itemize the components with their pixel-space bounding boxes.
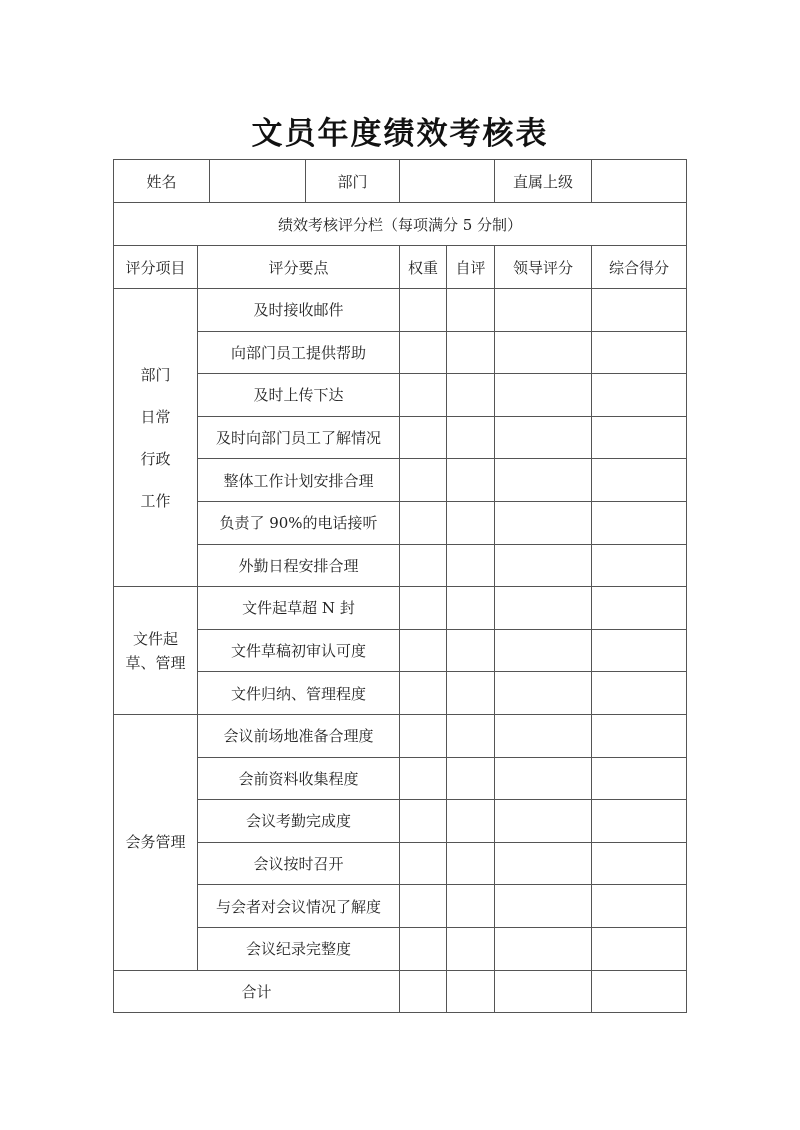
leader-score-cell[interactable]	[495, 927, 592, 970]
superior-field[interactable]	[592, 160, 687, 203]
self-score-cell[interactable]	[447, 714, 495, 757]
scoring-point: 会议前场地准备合理度	[198, 714, 400, 757]
overall-score-cell[interactable]	[592, 800, 687, 843]
scoring-point: 会议纪录完整度	[198, 927, 400, 970]
dept-field[interactable]	[400, 160, 495, 203]
weight-cell[interactable]	[400, 885, 447, 928]
self-score-cell[interactable]	[447, 842, 495, 885]
overall-score-cell[interactable]	[592, 842, 687, 885]
leader-score-cell[interactable]	[495, 331, 592, 374]
header-leader: 领导评分	[495, 246, 592, 289]
weight-cell[interactable]	[400, 416, 447, 459]
weight-cell[interactable]	[400, 714, 447, 757]
category-label	[140, 354, 170, 522]
header-self: 自评	[447, 246, 495, 289]
appraisal-table	[113, 159, 687, 1013]
self-score-cell[interactable]	[447, 629, 495, 672]
leader-score-cell[interactable]	[495, 800, 592, 843]
leader-score-cell[interactable]	[495, 842, 592, 885]
leader-score-cell[interactable]	[495, 672, 592, 715]
table-row	[114, 672, 687, 715]
dept-label: 部门	[306, 160, 400, 203]
weight-cell[interactable]	[400, 757, 447, 800]
header-weight: 权重	[400, 246, 447, 289]
overall-score-cell[interactable]	[592, 501, 687, 544]
self-score-cell[interactable]	[447, 800, 495, 843]
self-score-cell[interactable]	[447, 459, 495, 502]
category-label-line: 会务管理	[125, 833, 186, 852]
self-score-cell[interactable]	[447, 757, 495, 800]
self-score-cell[interactable]	[447, 587, 495, 630]
leader-score-cell[interactable]	[495, 501, 592, 544]
table-row	[114, 714, 687, 757]
scoring-banner: 绩效考核评分栏（每项满分 5 分制）	[114, 203, 687, 246]
overall-score-cell[interactable]	[592, 544, 687, 587]
leader-score-cell[interactable]	[495, 714, 592, 757]
category-label	[125, 830, 185, 854]
self-score-cell[interactable]	[447, 374, 495, 417]
overall-score-cell[interactable]	[592, 289, 687, 332]
weight-cell[interactable]	[400, 587, 447, 630]
category-label-line: 工作	[140, 491, 171, 510]
info-row	[114, 160, 687, 203]
weight-cell[interactable]	[400, 331, 447, 374]
table-row	[114, 842, 687, 885]
overall-score-cell[interactable]	[592, 629, 687, 672]
overall-score-cell[interactable]	[592, 374, 687, 417]
name-field[interactable]	[210, 160, 306, 203]
self-score-cell[interactable]	[447, 331, 495, 374]
banner-row	[114, 203, 687, 246]
weight-cell[interactable]	[400, 544, 447, 587]
superior-label: 直属上级	[495, 160, 592, 203]
weight-cell[interactable]	[400, 800, 447, 843]
page-title: 文员年度绩效考核表	[251, 116, 549, 152]
overall-score-cell[interactable]	[592, 672, 687, 715]
total-row	[114, 970, 687, 1012]
scoring-point: 负责了 90%的电话接听	[198, 501, 400, 544]
overall-score-cell[interactable]	[592, 416, 687, 459]
self-score-cell[interactable]	[447, 927, 495, 970]
scoring-point: 文件归纳、管理程度	[198, 672, 400, 715]
header-overall: 综合得分	[592, 246, 687, 289]
category-label-line: 行政	[140, 449, 171, 468]
weight-cell[interactable]	[400, 501, 447, 544]
weight-cell[interactable]	[400, 289, 447, 332]
category-cell	[114, 714, 198, 970]
scoring-point: 及时接收邮件	[198, 289, 400, 332]
leader-score-cell[interactable]	[495, 757, 592, 800]
weight-cell[interactable]	[400, 842, 447, 885]
scoring-point: 文件草稿初审认可度	[198, 629, 400, 672]
header-points: 评分要点	[198, 246, 400, 289]
self-score-cell[interactable]	[447, 544, 495, 587]
table-row	[114, 927, 687, 970]
weight-cell[interactable]	[400, 374, 447, 417]
leader-score-cell[interactable]	[495, 587, 592, 630]
self-score-cell[interactable]	[447, 885, 495, 928]
category-label-line: 部门	[140, 365, 171, 384]
scoring-point: 与会者对会议情况了解度	[198, 885, 400, 928]
table-row	[114, 885, 687, 928]
scoring-point: 整体工作计划安排合理	[198, 459, 400, 502]
total-leader-cell[interactable]	[495, 970, 592, 1012]
self-score-cell[interactable]	[447, 672, 495, 715]
self-score-cell[interactable]	[447, 416, 495, 459]
table-row	[114, 757, 687, 800]
weight-cell[interactable]	[400, 927, 447, 970]
leader-score-cell[interactable]	[495, 459, 592, 502]
table-row	[114, 544, 687, 587]
self-score-cell[interactable]	[447, 501, 495, 544]
overall-score-cell[interactable]	[592, 587, 687, 630]
self-score-cell[interactable]	[447, 289, 495, 332]
leader-score-cell[interactable]	[495, 885, 592, 928]
weight-cell[interactable]	[400, 459, 447, 502]
table-row	[114, 374, 687, 417]
overall-score-cell[interactable]	[592, 927, 687, 970]
category-label-line: 日常	[140, 407, 171, 426]
scoring-point: 会议按时召开	[198, 842, 400, 885]
category-label-line: 草、管理	[125, 653, 186, 672]
table-row	[114, 629, 687, 672]
overall-score-cell[interactable]	[592, 714, 687, 757]
table-row	[114, 587, 687, 630]
leader-score-cell[interactable]	[495, 544, 592, 587]
total-label: 合计	[114, 970, 400, 1012]
table-row	[114, 289, 687, 332]
leader-score-cell[interactable]	[495, 289, 592, 332]
header-category: 评分项目	[114, 246, 198, 289]
category-cell	[114, 289, 198, 587]
total-self-cell[interactable]	[447, 970, 495, 1012]
overall-score-cell[interactable]	[592, 885, 687, 928]
weight-cell[interactable]	[400, 629, 447, 672]
category-label-line: 文件起	[132, 629, 178, 648]
scoring-point: 向部门员工提供帮助	[198, 331, 400, 374]
total-overall-cell[interactable]	[592, 970, 687, 1012]
leader-score-cell[interactable]	[495, 374, 592, 417]
category-label	[125, 627, 185, 675]
category-cell	[114, 587, 198, 715]
scoring-point: 及时向部门员工了解情况	[198, 416, 400, 459]
scoring-point: 会议考勤完成度	[198, 800, 400, 843]
name-label: 姓名	[114, 160, 210, 203]
scoring-point: 及时上传下达	[198, 374, 400, 417]
total-weight-cell[interactable]	[400, 970, 447, 1012]
table-row	[114, 501, 687, 544]
overall-score-cell[interactable]	[592, 757, 687, 800]
overall-score-cell[interactable]	[592, 459, 687, 502]
table-row	[114, 331, 687, 374]
weight-cell[interactable]	[400, 672, 447, 715]
table-row	[114, 800, 687, 843]
leader-score-cell[interactable]	[495, 416, 592, 459]
table-row	[114, 459, 687, 502]
scoring-point: 外勤日程安排合理	[198, 544, 400, 587]
scoring-point: 会前资料收集程度	[198, 757, 400, 800]
leader-score-cell[interactable]	[495, 629, 592, 672]
table-row	[114, 416, 687, 459]
header-row	[114, 246, 687, 289]
scoring-point: 文件起草超 N 封	[198, 587, 400, 630]
overall-score-cell[interactable]	[592, 331, 687, 374]
